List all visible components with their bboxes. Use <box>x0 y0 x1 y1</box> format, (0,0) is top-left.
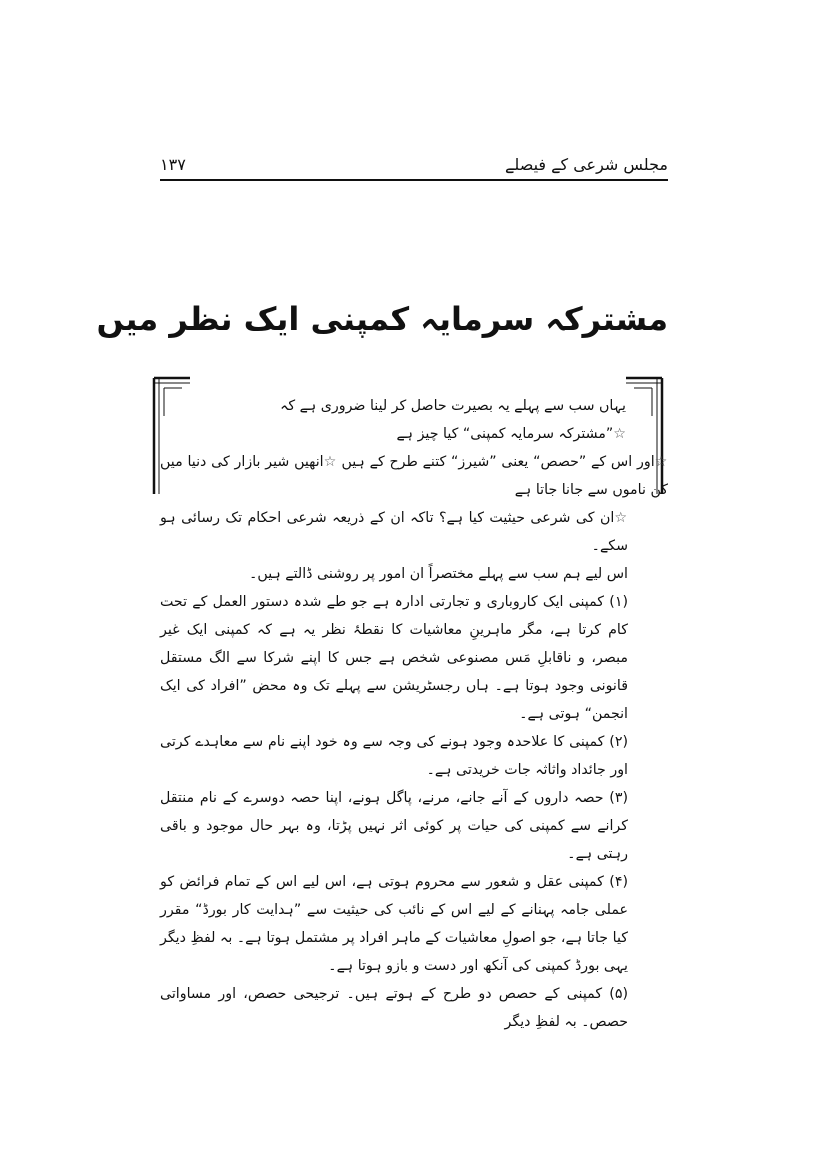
star-icon: ☆ <box>323 454 337 470</box>
question-line <box>160 504 668 560</box>
paragraph: (۱) کمپنی ایک کاروباری و تجارتی ادارہ ہے جو طے شدہ دستور العمل کے تحت کام کرتا ہے، مگر ماہرینِ معاشیات کا نقطۂ نظر یہ ہے کہ کمپنی ایک غیر مبصر، و ناقابلِ مَس مصنوعی شخص ہے جس کا اپنے شرکا سے الگ مستقل قانونی وجود ہوتا ہے۔ ہاں رجسٹریشن سے پہلے تک وہ محض ”افراد کی ایک انجمن“ ہوتی ہے۔ <box>160 594 628 722</box>
question-line <box>160 448 668 504</box>
question-text: اور اس کے ”حصص“ یعنی ”شیرز“ کتنے طرح کے ہیں <box>341 454 655 470</box>
running-header-title: مجلس شرعی کے فیصلے <box>505 155 668 174</box>
star-icon: ☆ <box>614 510 628 526</box>
question-text: ان کی شرعی حیثیت کیا ہے؟ تاکہ ان کے ذریعہ شرعی احکام تک رسائی ہو سکے۔ <box>160 510 628 554</box>
paragraph: (۵) کمپنی کے حصص دو طرح کے ہوتے ہیں۔ ترجیحی حصص، اور مساواتی حصص۔ بہ لفظِ دیگر <box>160 986 628 1030</box>
paragraph: (۳) حصہ داروں کے آنے جانے، مرنے، پاگل ہونے، اپنا حصہ دوسرے کے نام منتقل کرانے سے کمپنی کی حیات پر کوئی اثر نہیں پڑتا، وہ بہر حال موجود و باقی رہتی ہے۔ <box>160 790 628 862</box>
star-icon: ☆ <box>654 454 668 470</box>
question-text: انھیں شیر بازار کی دنیا میں کن ناموں سے جانا جاتا ہے <box>160 454 668 498</box>
question-text: ”مشترکہ سرمایہ کمپنی“ کیا چیز ہے <box>396 426 614 442</box>
paragraph: (۲) کمپنی کا علاحدہ وجود ہونے کی وجہ سے وہ خود اپنے نام سے معاہدے کرتی اور جائداد واثاثہ جات خریدتی ہے۔ <box>160 734 628 778</box>
intro-line: یہاں سب سے پہلے یہ بصیرت حاصل کر لینا ضروری ہے کہ <box>280 398 626 414</box>
lead-line: اس لیے ہم سب سے پہلے مختصراً ان امور پر روشنی ڈالتے ہیں۔ <box>249 566 628 582</box>
question-line <box>160 420 668 448</box>
header-rule <box>160 179 668 181</box>
chapter-title: مشترکہ سرمایہ کمپنی ایک نظر میں <box>96 300 668 338</box>
paragraph: (۴) کمپنی عقل و شعور سے محروم ہوتی ہے، اس لیے اس کے تمام فرائض کو عملی جامہ پہنانے کے لیے اس کے نائب کی حیثیت سے ”ہدایت کار بورڈ“ مقرر کیا جاتا ہے، جو اصولِ معاشیات کے ماہر افراد پر مشتمل ہوتا ہے۔ بہ لفظِ دیگر یہی بورڈ کمپنی کی آنکھ اور دست و بازو ہوتا ہے۔ <box>160 874 628 974</box>
star-icon: ☆ <box>613 426 626 442</box>
body-text <box>160 392 668 1030</box>
page-number: ۱۳۷ <box>160 155 186 174</box>
